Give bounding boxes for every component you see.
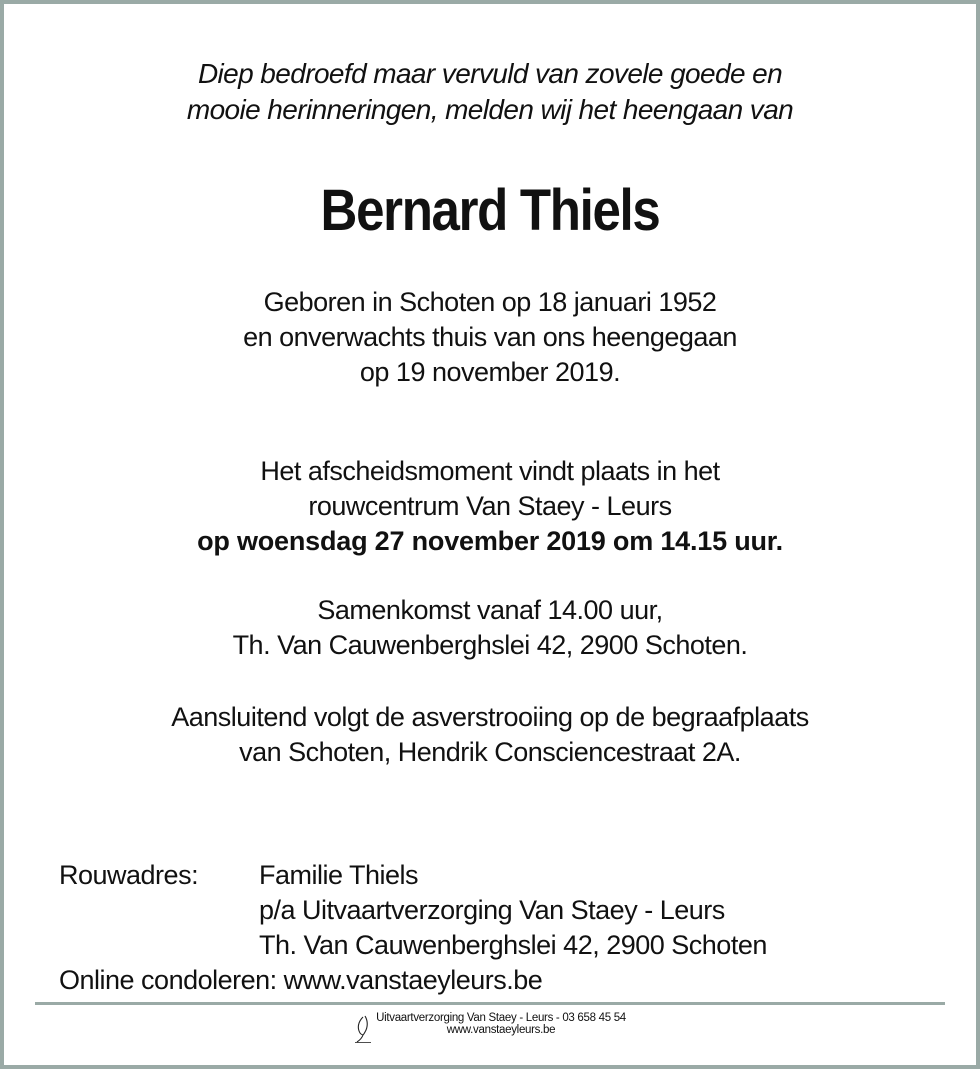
intro-line-2: mooie herinneringen, melden wij het heengaan van [186,94,794,125]
intro-line-1: Diep bedroefd maar vervuld van zovele goede en [197,58,783,89]
condolence-link[interactable]: www.vanstaeyleurs.be [283,965,543,995]
scattering-info [4,700,976,770]
footer [4,1012,976,1044]
gathering-time: Samenkomst vanaf 14.00 uur, [317,595,663,625]
address-label: Rouwadres: [59,860,199,890]
birth-death-info [4,285,976,390]
footer-company-phone: Uitvaartverzorging Van Staey - Leurs - 03 658 45 54 [376,1012,626,1024]
footer-website[interactable]: www.vanstaeyleurs.be [446,1024,556,1036]
intro-text [4,56,976,128]
footer-separator [35,1002,945,1005]
farewell-venue: rouwcentrum Van Staey - Leurs [308,491,672,521]
gathering-address: Th. Van Cauwenberghslei 42, 2900 Schoten. [232,630,748,660]
farewell-datetime: op woensdag 27 november 2019 om 14.15 uur. [197,526,783,556]
address-street: Th. Van Cauwenberghslei 42, 2900 Schoten [259,930,767,960]
scattering-line-2: van Schoten, Hendrik Consciencestraat 2A. [239,737,741,767]
address-family: Familie Thiels [259,860,419,890]
passing-line: en onverwachts thuis van ons heengegaan [243,322,737,352]
farewell-line-1: Het afscheidsmoment vindt plaats in het [260,456,720,486]
passing-date: op 19 november 2019. [359,357,621,387]
mourning-address [59,858,767,998]
birth-line: Geboren in Schoten op 18 januari 1952 [263,287,717,317]
flame-leaf-icon [354,1014,372,1044]
condolence-label: Online condoleren: [59,965,277,995]
address-care-of: p/a Uitvaartverzorging Van Staey - Leurs [259,895,725,925]
obituary-page [4,4,976,1065]
scattering-line-1: Aansluitend volgt de asverstrooiing op de begraafplaats [171,702,809,732]
gathering-info [4,593,976,663]
deceased-name: Bernard Thiels [320,178,660,243]
farewell-info [4,454,976,559]
